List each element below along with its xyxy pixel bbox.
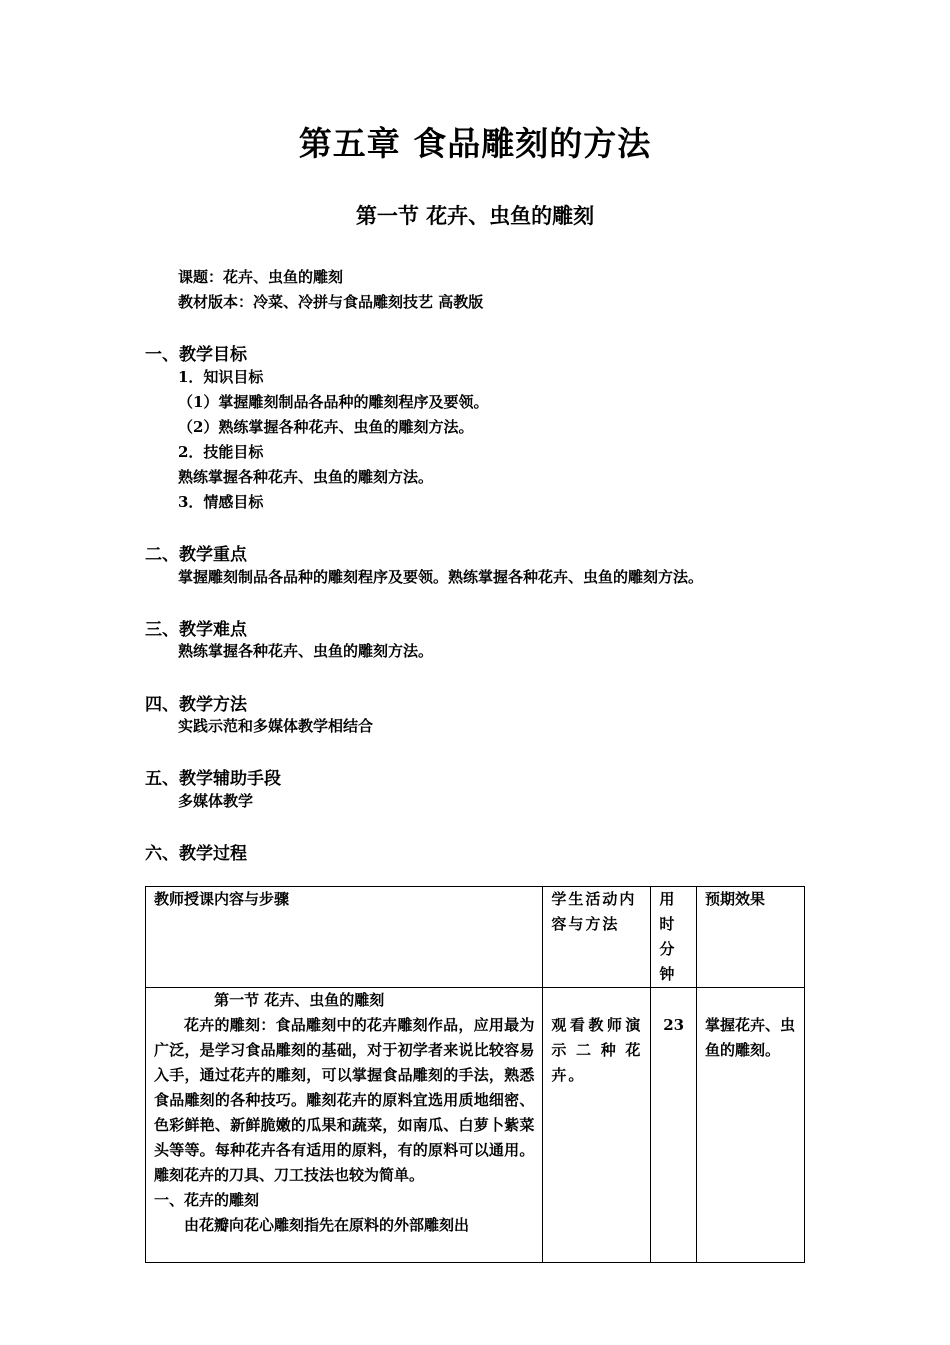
topic-line: 课题：花卉、虫鱼的雕刻 — [178, 268, 344, 286]
objective-item: 3．情感目标 — [178, 493, 264, 511]
student-activity-cell — [543, 988, 651, 1263]
difficulties-heading: 三、教学难点 — [145, 620, 247, 640]
objectives-heading: 一、教学目标 — [145, 345, 247, 365]
aids-heading: 五、教学辅助手段 — [145, 769, 281, 789]
cell-continuation: 由花瓣向花心雕刻指先在原料的外部雕刻出 — [184, 1216, 470, 1234]
cell-subtitle: 第一节 花卉、虫鱼的雕刻 — [214, 991, 385, 1009]
header-cell-effect: 预期效果 — [696, 887, 804, 988]
minutes-value: 23 — [663, 1016, 685, 1034]
cell-subheading: 一、花卉的雕刻 — [154, 1191, 260, 1209]
objective-item: 熟练掌握各种花卉、虫鱼的雕刻方法。 — [178, 468, 434, 486]
chapter-title: 第五章 食品雕刻的方法 — [298, 124, 652, 163]
student-activity-text: 观看教师演示二种花卉。 — [551, 1016, 643, 1084]
content-cell — [146, 988, 543, 1263]
objective-item: （1）掌握雕刻制品各品种的雕刻程序及要领。 — [178, 393, 489, 411]
objective-item: 1．知识目标 — [178, 368, 264, 386]
textbook-line: 教材版本：冷菜、冷拼与食品雕刻技艺 高教版 — [178, 293, 484, 311]
header-cell-minutes: 用时分钟 — [651, 887, 697, 988]
expected-effect-cell — [696, 988, 804, 1263]
expected-effect-text: 掌握花卉、虫鱼的雕刻。 — [704, 1016, 795, 1059]
objective-item: （2）熟练掌握各种花卉、虫鱼的雕刻方法。 — [178, 418, 474, 436]
objective-item: 2．技能目标 — [178, 443, 264, 461]
process-heading: 六、教学过程 — [145, 844, 247, 864]
cell-paragraph: 花卉的雕刻：食品雕刻中的花卉雕刻作品，应用最为广泛，是学习食品雕刻的基础，对于初学者来说比较容易入手，通过花卉的雕刻，可以掌握食品雕刻的手法，熟悉食品雕刻的各种技巧。雕刻花卉的原料宜选用质地细密、色彩鲜艳、新鲜脆嫩的瓜果和蔬菜，如南瓜、白萝卜紫菜头等等。每种花卉各有适用的原料，有的原料可以通用。雕刻花卉的刀具、刀工技法也较为简单。 — [154, 1016, 535, 1184]
aids-text: 多媒体教学 — [178, 792, 254, 810]
key-points-heading: 二、教学重点 — [145, 545, 247, 565]
methods-text: 实践示范和多媒体教学相结合 — [178, 717, 374, 735]
key-points-text: 掌握雕刻制品各品种的雕刻程序及要领。熟练掌握各种花卉、虫鱼的雕刻方法。 — [178, 568, 704, 586]
table-row — [146, 988, 805, 1263]
header-cell-content: 教师授课内容与步骤 — [146, 887, 543, 988]
section-title: 第一节 花卉、虫鱼的雕刻 — [355, 204, 595, 228]
methods-heading: 四、教学方法 — [145, 695, 247, 715]
table-header-row — [146, 887, 805, 988]
lesson-plan-table — [145, 886, 805, 1263]
header-cell-student: 学生活动内容与方法 — [543, 887, 651, 988]
difficulties-text: 熟练掌握各种花卉、虫鱼的雕刻方法。 — [178, 642, 434, 660]
minutes-cell — [651, 988, 697, 1263]
